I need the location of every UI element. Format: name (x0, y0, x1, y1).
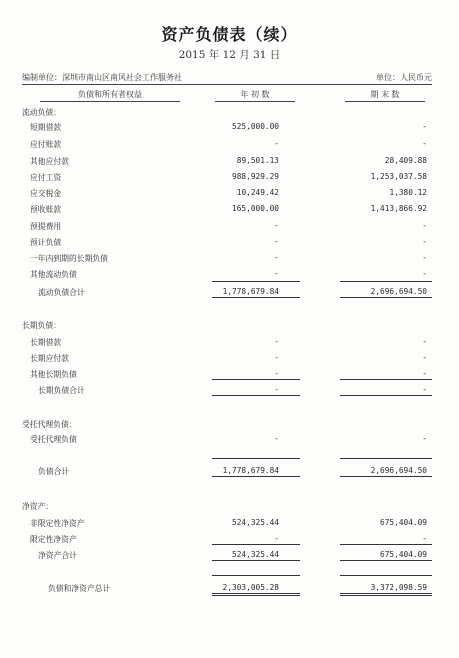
table-row (0, 107, 459, 121)
total-rule (340, 297, 432, 298)
table-row (0, 172, 459, 186)
table-row (0, 237, 459, 251)
row-label: 负债合计 (38, 467, 70, 476)
begin-value: - (274, 253, 279, 262)
row-label: 限定性净资产 (30, 535, 77, 544)
total-rule (340, 560, 432, 561)
total-rule (212, 560, 300, 561)
total-rule (340, 593, 432, 594)
row-label: 流动负债合计 (38, 288, 85, 297)
table-row (0, 337, 459, 351)
total-rule (212, 575, 300, 576)
table-row (0, 221, 459, 235)
total-rule (340, 281, 432, 282)
begin-value: 2,303,005.28 (222, 583, 279, 592)
row-label: 预计负债 (30, 238, 62, 247)
row-label: 非限定性净资产 (30, 519, 85, 528)
end-value: 1,380.12 (389, 188, 427, 197)
begin-value: 10,249.42 (236, 188, 279, 197)
row-label: 应付工资 (30, 173, 62, 182)
table-row (0, 385, 459, 399)
begin-value: 89,501.13 (236, 156, 279, 165)
end-value: - (422, 122, 427, 131)
begin-value: - (274, 369, 279, 378)
row-label: 其他长期负债 (30, 370, 77, 379)
total-rule (212, 395, 300, 396)
table-row (0, 253, 459, 267)
table-row (0, 287, 459, 301)
begin-value: 524,325.44 (232, 518, 279, 527)
end-value: - (422, 385, 427, 394)
total-rule (340, 595, 432, 596)
end-value: - (422, 337, 427, 346)
end-value: - (422, 369, 427, 378)
end-value: 1,413,866.92 (370, 204, 427, 213)
end-value: 2,696,694.50 (370, 287, 427, 296)
end-value: - (422, 221, 427, 230)
row-label: 短期借款 (30, 123, 62, 132)
total-rule (212, 379, 300, 380)
table-row (0, 434, 459, 448)
header-top-rule (22, 84, 432, 85)
row-label: 长期负债： (22, 321, 61, 330)
end-value: 1,253,037.58 (370, 172, 427, 181)
begin-value: - (274, 221, 279, 230)
table-row (0, 534, 459, 548)
begin-value: 1,778,679.84 (222, 287, 279, 296)
end-value: - (422, 237, 427, 246)
begin-value: - (274, 139, 279, 148)
total-rule (340, 544, 432, 545)
total-rule (340, 395, 432, 396)
report-date: 2015 年 12 月 31 日 (178, 49, 281, 61)
total-rule (340, 476, 432, 477)
end-value: - (422, 269, 427, 278)
begin-value: - (274, 434, 279, 443)
row-label: 受托代理负债 (30, 435, 77, 444)
org-name: 编制单位：深圳市南山区南风社会工作服务社 (22, 73, 182, 82)
begin-value: 525,000.00 (232, 122, 279, 131)
table-row (0, 122, 459, 136)
row-label: 长期应付款 (30, 354, 69, 363)
end-value: - (422, 353, 427, 362)
begin-value: - (274, 353, 279, 362)
table-row (0, 139, 459, 153)
table-row (0, 501, 459, 515)
table-row (0, 518, 459, 532)
begin-value: - (274, 269, 279, 278)
total-rule (340, 458, 432, 459)
col-header-item: 负债和所有者权益 (40, 89, 180, 102)
begin-value: - (274, 534, 279, 543)
begin-value: - (274, 237, 279, 246)
total-rule (212, 593, 300, 594)
row-label: 预收账款 (30, 205, 62, 214)
total-rule (212, 476, 300, 477)
table-row (0, 369, 459, 383)
row-label: 流动负债： (22, 108, 61, 117)
table-row (0, 188, 459, 202)
row-label: 其他流动负债 (30, 270, 77, 279)
begin-value: 165,000.00 (232, 204, 279, 213)
row-label: 净资产： (22, 502, 54, 511)
table-row (0, 204, 459, 218)
row-label: 一年内到期的长期负债 (30, 254, 108, 263)
end-value: 3,372,098.59 (370, 583, 427, 592)
row-label: 负债和净资产总计 (48, 584, 111, 593)
col-header-begin: 年 初 数 (215, 89, 295, 102)
total-rule (212, 458, 300, 459)
total-rule (212, 281, 300, 282)
end-value: 675,404.09 (380, 550, 427, 559)
row-label: 长期借款 (30, 338, 62, 347)
org-line (22, 72, 432, 83)
report-title: 资产负债表（续） (161, 25, 298, 44)
row-label: 长期负债合计 (38, 386, 85, 395)
table-row (0, 550, 459, 564)
begin-value: 524,325.44 (232, 550, 279, 559)
end-value: - (422, 434, 427, 443)
col-header-end: 期 末 数 (345, 89, 425, 102)
begin-value: 1,778,679.84 (222, 466, 279, 475)
row-label: 受托代理负债： (22, 420, 77, 429)
row-label: 应交税金 (30, 189, 62, 198)
table-row (0, 466, 459, 480)
table-row (0, 320, 459, 334)
table-row (0, 419, 459, 433)
begin-value: 988,929.29 (232, 172, 279, 181)
end-value: - (422, 534, 427, 543)
table-row (0, 156, 459, 170)
row-label: 应付账款 (30, 140, 62, 149)
row-label: 其他应付款 (30, 157, 69, 166)
begin-value: - (274, 385, 279, 394)
total-rule (340, 575, 432, 576)
end-value: 28,409.88 (384, 156, 427, 165)
total-rule (212, 595, 300, 596)
end-value: - (422, 139, 427, 148)
row-label: 净资产合计 (38, 551, 77, 560)
total-rule (340, 379, 432, 380)
total-rule (212, 544, 300, 545)
end-value: - (422, 253, 427, 262)
table-row (0, 353, 459, 367)
end-value: 675,404.09 (380, 518, 427, 527)
total-rule (212, 297, 300, 298)
currency-unit: 单位：人民币元 (376, 73, 432, 82)
end-value: 2,696,694.50 (370, 466, 427, 475)
begin-value: - (274, 337, 279, 346)
row-label: 预提费用 (30, 222, 62, 231)
